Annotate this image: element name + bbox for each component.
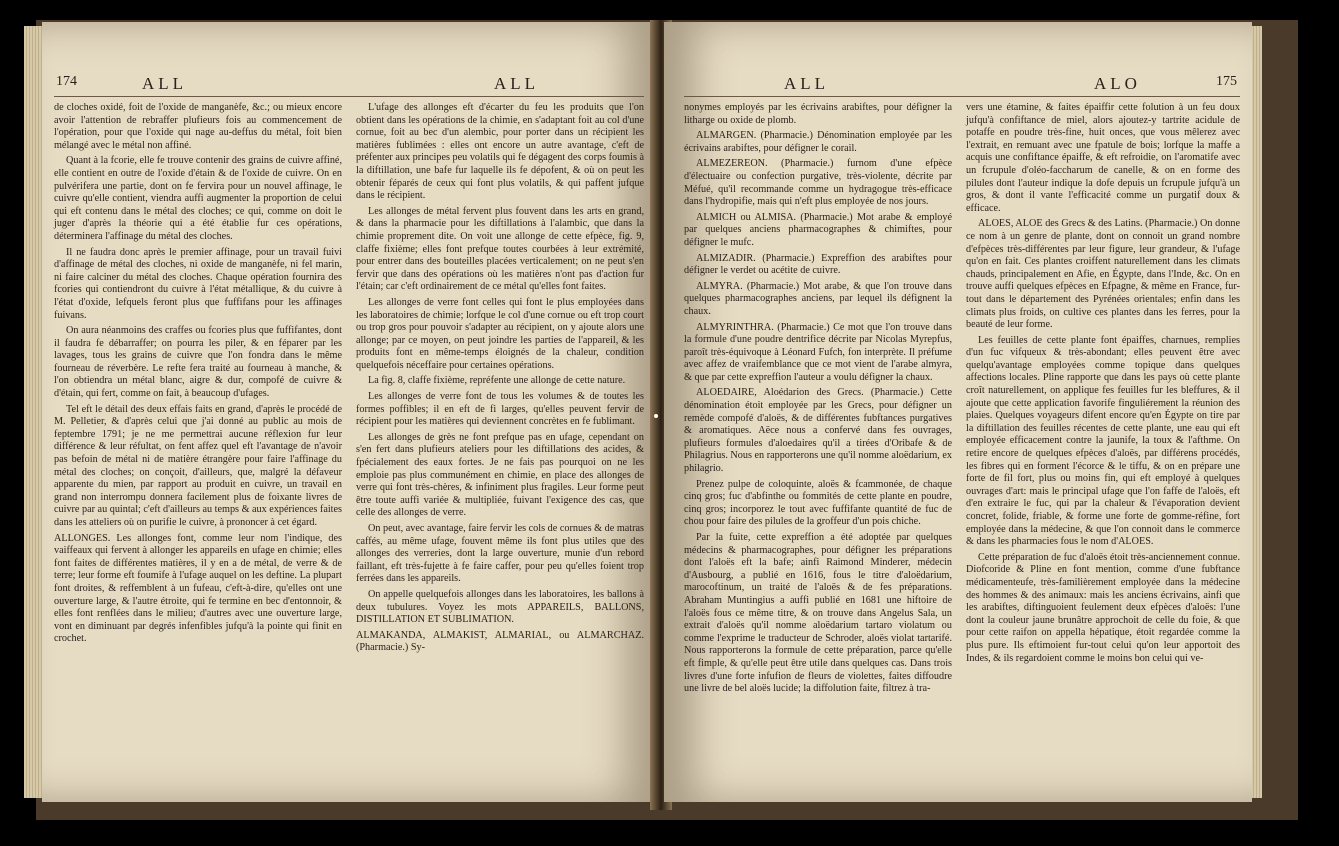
paragraph: Les allonges de métal fervent plus fouvent dans les arts en grand, & dans la pharmacie pour les diftillations à l'alambic, que dans la chimie proprement dite. On voit une allonge de cette efpèce, fig. 9, claffe fixième; elles font prefque toutes courbées à leur extrémité, pour entrer dans des bouteilles placées verticalement; on ne peut s'en fervir que dans des opérations où les matières n'ont pas d'action fur l'étain; car c'eft ordinairement de ce métal qu'elles font faites. [356,205,644,293]
right-page [664,22,1252,802]
paragraph: La fig. 8, claffe fixième, repréfente une allonge de cette nature. [368,375,626,387]
gutter-mark [654,414,658,418]
paragraph: de cloches oxidé, foit de l'oxide de manganèfe, &c.; ou mieux encore avoir l'attention de rebraffer plufieurs fois au commencement de l'opération, pour que l'oxide qui nage au-deffus du métal, foit bien mélangé avec le métal non affiné. [54,102,342,151]
entry-almich: ALMICH ou ALMISA. (Pharmacie.) Mot arabe & employé par quelques anciens pharmacographes & chimiftes, pour défigner le mufc. [684,211,952,248]
paragraph: Les allonges de grès ne font prefque pas en ufage, cependant on s'en fert dans plufieurs ateliers pour les diftillations des acides, & fpécialement des eaux fortes. Je ne fais pas pourquoi on ne les emploie pas plus communément en chimie, en place des allonges de verre qui font très-chères, & infiniment plus fragiles. Leur forme peut être toute auffi variée & multipliée, fuivant l'exigence des cas, que celle des allonges de verre. [356,431,644,519]
paragraph: vers une étamine, & faites épaiffir cette folution à un feu doux jufqu'à confiftance de miel, alors ajoutez-y tartrite acidule de potaffe en poudre très-fine, huit onces, que vous mêlerez avec l'extrait, en remuant avec une fpatule de bois; lorfque la maffe a acquis une confiftance épaiffe, & eft refroidie, on l'aromatife avec un fcrupule d'oléo-faccharum de canelle, & on en forme des pilules dont l'auteur indique la dofe depuis un fcrupule jufqu'à un gros, & dont il vante l'efficacité comme un purgatif doux & efficace. [966,102,1240,214]
right-header-rule [684,96,1240,97]
paragraph: Prenez pulpe de coloquinte, aloës & fcammonée, de chaque cinq gros; fuc d'abfinthe ou fommités de cette plante en poudre, cinq gros; incorporez le tout avec fuffifante quantité de fuc de chou pour faire des pilules de la groffeur d'un pois chiche. [684,478,952,528]
left-column-2 [356,102,644,658]
paragraph: On appelle quelquefois allonges dans les laboratoires, les ballons à deux tubulures. Voyez les mots APPAREILS, BALLONS, DISTILLATION ET SUBLIMATION. [356,588,644,626]
entry-almezereon: ALMEZEREON. (Pharmacie.) furnom d'une efpèce d'électuaire ou confection purgative, très-violente, décrite par Méfué, qu'il recommande comme un hydragogue très-efficace dans l'hydropifie, mais qui n'eft plus employée de nos jours. [684,158,952,208]
paragraph: Tel eft le détail des deux effais faits en grand, d'après le procédé de M. Pelletier, & d'après celui que j'ai donné au public au mois de feptembre 1791; je ne me permettrai aucune réflexion fur leur différence & leur réfultat, on fent affez quel eft l'avantage de n'avoir pas befoin de métal ni de matière étrangère pour faire l'affinage du métal des cloches; on conçoit, d'ailleurs, que, malgré la défaveur apparente du mien, par rapport au produit en cuivre, un travail en grand non interrompu donnera facilement plus de foixante livres de cuivre par au quintal; c'eft d'ailleurs au temps & aux expériences faites dans les atteliers où on purifie le cuivre, à prononcer à cet égard. [54,403,342,528]
left-header-rule [54,96,644,97]
paragraph: Il ne faudra donc après le premier affinage, pour un travail fuivi d'affinage de métal des cloches, ni oxide de manganèfe, ni fel marin, ni faire calciner du métal des cloches. Chaque opération fournira des fcories qui contiendront du cuivre à l'état métallique, & du cuivre à l'état d'oxide, lefquels feront plus que fuffifans pour les affinages fuivans. [54,246,342,321]
paragraph: Cette préparation de fuc d'aloës étoit très-anciennement connue. Diofcoride & Pline en font mention, comme d'une fubftance médicamenteufe, très-familièrement employée dans la médecine des hommes & des animaux: mais les anciens écrivains, ainfi que les arabiftes, diftinguoient feulement deux efpèces d'aloës: l'une dont la couleur jaune brunâtre approchoit de celle du foie, & que pour cette raifon on appella hépatique, étoit regardée comme la plus pure. Ils eftimoient fur-tout celui qu'on leur apportoit des Indes, & ils regardoient comme le moins bon celui qui ve- [966,551,1240,664]
entry-aloes: ALOES, ALOE des Grecs & des Latins. (Pharmacie.) On donne ce nom à un genre de plante, dont on connoit un grand nombre d'efpèces très-différentes par leur figure, leur grandeur, & l'ufage qu'on en fait. Ces plantes croiffent naturellement dans les climats chauds, principalement en Afie, en Égypte, dans l'Inde, &c. On en trouve auffi quelques efpèces en Efpagne, & même en France, fur-tout dans le département des Pyrénées orientales; enfin dans les climats plus froids, on cultive ces plantes dans les ferres, pour la beauté de leur forme. [966,218,1240,331]
paragraph: Les feuilles de cette plante font épaiffes, charnues, remplies d'un fuc vifqueux & très-abondant; elles peuvent être avec quelqu'avantage employées comme topique dans quelques affections locales. Pline rapporte que dans les pays où cette plante croît naturellement, on applique fes feuilles fur les bleffures, & il ajoute que cette application favorife finguliérement la réunion des plaies. Quelques voyageurs difent encore qu'en Égypte on tire par la diftillation des feuilles récentes de cette plante, une eau qui eft employée efficacement contre la jaunife, la toux & l'afthme. On retire encore de quelques efpèces d'aloës, par différens procédés, les fibres qui en forment l'écorce & le tiffu, & on en prépare une forte de fil fort, plus ou moins fin, qui eft employé à quelques ouvrages d'art: mais le principal ufage que l'on faffe de l'aloës, eft d'en extraire le fuc, qui par la chaleur & l'évaporation devient concret, folide, friable, & forme une forte de gomme-réfine, fort employée dans la médecine, & que l'on connoit dans le commerce & dans les pharmacies fous le nom d'ALOES. [966,334,1240,548]
paragraph: On peut, avec avantage, faire fervir les cols de cornues & de matras caffés, au même ufage, fouvent même ils font plus utiles que des allonges des verreries, dont la large ouverture, munie d'un rebord faillant, eft très-fujette à fe faire caffer, pour peu qu'elles foient trop ferrées dans les appareils. [356,523,644,585]
left-page-number: 174 [56,74,77,89]
paragraph: Les allonges de verre font celles qui font le plus employées dans les laboratoires de chimie; lorfque le col d'une cornue ou eft trop court ou trop gros pour pouvoir s'adapter au récipient, on y ajoute alors une allonge; par ce moyen, on peut joindre les parties de l'appareil, & les produits font en même-temps éloignés de la chaleur, condition quelquefois néceffaire pour certaines opérations. [356,296,644,371]
paragraph: nonymes employés par les écrivains arabiftes, pour défigner la litharge ou oxide de plomb. [684,102,952,126]
entry-allonges: ALLONGES. Les allonges font, comme leur nom l'indique, des vaiffeaux qui fervent à allonger les appareils en ufage en chimie; elles font faites de différentes matières, il y en a de métal, de verre & de terre; leur forme eft foumife à l'ufage auquel on les deftine. La plupart font droites, & reffemblent à un fufeau, c'eft-à-dire, qu'elles ont une ouverture large, & l'autre étroite, qui fe termine en bec d'entonnoir, & elles font renflées dans le milieu; d'autres avec une ouverture large, vont en diminuant par degrés infenfibles jufqu'à la pointe qui finit en crochet. [54,532,342,645]
paragraph: Quant à la fcorie, elle fe trouve contenir des grains de cuivre affiné, elle contient en outre de l'oxide d'étain & de l'oxide de cuivre. On en pulvérifera une partie, dont on fe fervira pour un nouvel affinage, le cuivre qu'elle contient, viendra auffi augmenter la proportion de celui qui eft contenu dans le métal des cloches; ce qui, comme on doit le juger d'après la théorie qui a été établie fur ces opérations, déterminera l'affinage du métal des cloches. [54,155,342,242]
right-column-1 [684,102,952,699]
right-page-number: 175 [1216,74,1237,89]
paragraph: On aura néanmoins des craffes ou fcories plus que fuffifantes, dont il faudra fe débarraffer; on pourra les piler, & en féparer par les lavages, tous les grains de cuivre que l'on fondra dans le même fourneau de réverbère. Le refte fera traité au fourneau à manche, & l'on obtiendra un métal blanc, aigre & dur, compofé de cuivre & d'étain, qui fert, comme on fait, à beaucoup d'ufages. [54,325,342,400]
entry-almargen: ALMARGEN. (Pharmacie.) Dénomination employée par les écrivains arabiftes, pour défigner le corail. [684,130,952,154]
right-running-head-2: ALO [1094,74,1141,93]
paragraph: Les allonges de verre font de tous les volumes & de toutes les formes poffibles; il en eft de fi larges, qu'elles peuvent fervir de récipient pour les matières qui deviennent concrètes en fe fublimant. [356,391,644,428]
entry-almakanda: ALMAKANDA, ALMAKIST, ALMARIAL, ou ALMARCHAZ. (Pharmacie.) Sy- [356,629,644,654]
entry-almyrinthra: ALMYRINTHRA. (Pharmacie.) Ce mot que l'on trouve dans la formule d'une poudre dentrifice décrite par Nicolas Myrepfus, paroît très-équivoque à Léonard Fufch, fon interprète. Il préfume avec affez de vraifemblance que ce mot vient de l'arabe almyra, & que par cette expreffion l'auteur a voulu défigner la chaux. [684,321,952,383]
left-page [42,22,656,802]
paragraph: L'ufage des allonges eft d'écarter du feu les produits que l'on obtient dans les opérations de la chimie, en s'adaptant foit au col d'une cornue, foit au bec d'un alembic, pour porter dans un récipient les matières fublimées : elles ont encore un autre avantage, c'eft de préfenter aux principes peu volatils qui fe dégagent des corps foumis à la diftillation, une bafe fur laquelle ils fe dépofent, & où on peut les obtenir féparés de ceux qui font plus volatils, & qui paffent jufque dans le récipient. [356,102,644,202]
entry-almizadir: ALMIZADIR. (Pharmacie.) Expreffion des arabiftes pour défigner le verdet ou acétite de cuivre. [684,252,952,277]
right-running-head-1: ALL [784,74,830,93]
left-column-1 [54,102,342,649]
left-page-edges [24,26,44,798]
right-column-2 [966,102,1240,668]
left-running-head-1: ALL [142,74,188,93]
paragraph: Par la fuite, cette expreffion a été adoptée par quelques médecins & pharmacographes, pour défigner les préparations dont l'aloës eft la bafe; ainfi Raimond Minderer, médecin d'Ausbourg, a publié en 1616, fous le titre d'aloëdarium, marocoftinum, un traité de l'aloës & de fes préparations. Abraham Muntingius a auffi publié en 1681 une hiftoire de l'aloës fous ce même titre, & on trouve dans Angelus Sala, un extrait d'aloës qu'il nomme aloëdarium tartaro violatum ou comme l'exprime le traducteur de Schroder, aloës violat tartarifé. Nous rapporterons la formule de cette préparation, parce qu'elle eft fimple, & qu'elle peut être utile dans quelques cas. Dans trois livres d'une forte infufion de fleurs de violettes, faites diffoudre une livre de bel aloës lucide; la diffolution faite, filtrez à tra- [684,532,952,695]
entry-aloedaire: ALOEDAIRE, Aloédarion des Grecs. (Pharmacie.) Cette dénomination étoit employée par les Grecs, pour défigner un remède compofé d'aloës, & de différentes fubftances purgatives & aromatiques. Aëce nous a confervé dans fes ouvrages, plufieurs formules d'aloedaires qu'il a tirées d'Oribafe & de Philagrius. Nous en rapporterons une qu'il nomme aloëdarium, ex philagrio. [684,387,952,475]
entry-almyra: ALMYRA. (Pharmacie.) Mot arabe, & que l'on trouve dans quelques pharmacographes anciens, par lequel ils défignent la chaux. [684,280,952,317]
left-running-head-2: ALL [494,74,540,93]
